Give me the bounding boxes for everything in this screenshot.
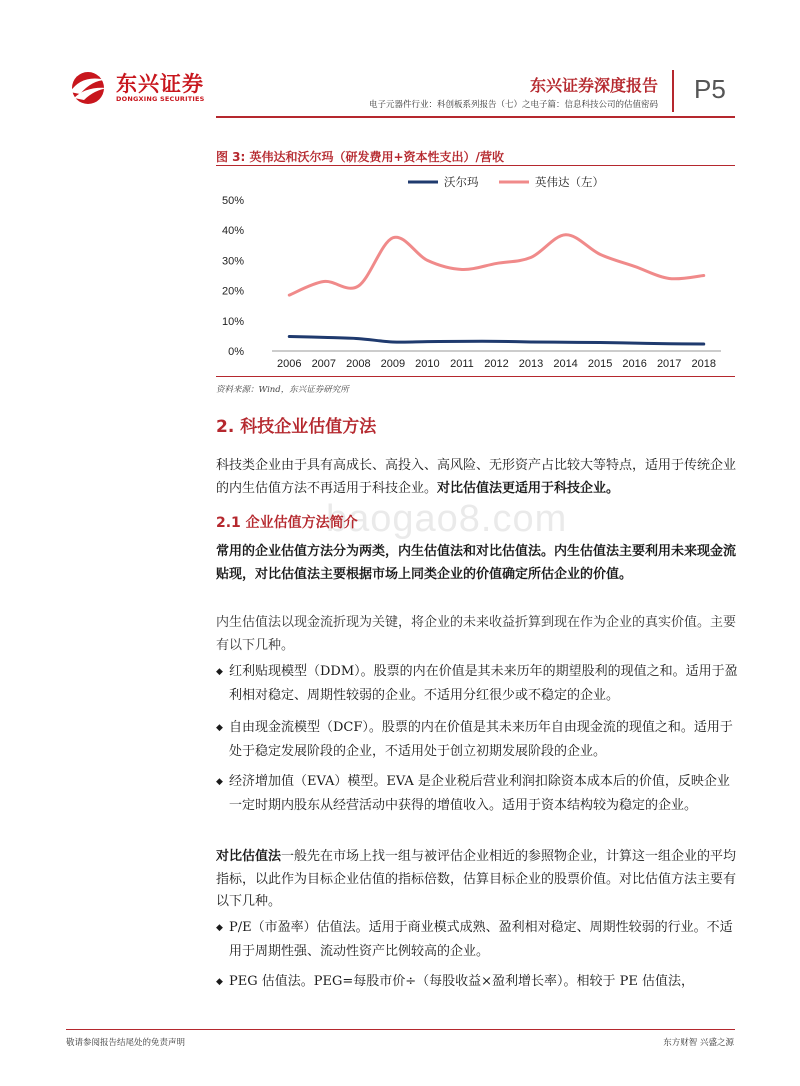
- logo-text-cn: 东兴证券: [116, 72, 204, 96]
- x-tick-label: 2017: [656, 358, 682, 370]
- y-tick-label: 40%: [221, 225, 244, 238]
- company-logo: [66, 66, 206, 110]
- x-tick-label: 2015: [587, 358, 613, 370]
- page-header: [0, 0, 800, 130]
- bullet-text: 红利贴现模型（DDM）。股票的内在价值是其未来历年的期望股利的现值之和。适用于盈利相对稳定、周期性较弱的企业。不适用分红很少或不稳定的企业。: [229, 664, 738, 703]
- x-tick-label: 2014: [553, 358, 578, 370]
- y-tick-label: 30%: [221, 255, 244, 268]
- series-line-1: [289, 235, 703, 295]
- bullet-text: PEG 估值法。PEG=每股市价÷（每股收益×盈利增长率）。相较于 PE 估值法，: [229, 974, 695, 989]
- bullet-ddm: [216, 660, 739, 708]
- series-line-0: [289, 337, 703, 345]
- intro-text: 科技类企业由于具有高成长、高投入、高风险、无形资产占比较大等特点，适用于传统企业的内生估值方法不再适用于科技企业。: [216, 458, 737, 496]
- y-tick-label: 50%: [221, 195, 244, 207]
- x-tick-label: 2018: [691, 358, 716, 370]
- bullet-dcf: [216, 716, 739, 764]
- bullet-diamond-icon: ◆: [216, 723, 223, 733]
- report-subtitle: 电子元器件行业：科创板系列报告（七）之电子篇：信息科技公司的估值密码: [368, 100, 658, 110]
- x-tick-label: 2010: [415, 358, 440, 370]
- footer-rule: [66, 1029, 735, 1030]
- figure-title: 图 3: 英伟达和沃尔玛（研发费用+资本性支出）/营收: [216, 150, 504, 164]
- bullet-eva: [216, 770, 739, 818]
- figure-source: 资料来源：Wind，东兴证券研究所: [216, 385, 349, 395]
- logo-text-en: DONGXING SECURITIES: [116, 95, 205, 103]
- methods-text-a: 常用的企业估值方法分为两类，: [216, 544, 399, 559]
- bullet-peg: [216, 970, 739, 994]
- header-rule: [216, 116, 735, 118]
- bullet-text: 自由现金流模型（DCF）。股票的内在价值是其未来历年自由现金流的现值之和。适用于处于稳定发展阶段的企业，不适用处于创立初期发展阶段的企业。: [229, 720, 733, 759]
- y-tick-label: 10%: [221, 315, 244, 328]
- y-tick-label: 0%: [228, 346, 244, 358]
- bullet-pe: [216, 916, 739, 964]
- watermark: baogao8.com: [326, 498, 568, 540]
- x-tick-label: 2013: [518, 358, 544, 370]
- report-title: 东兴证券深度报告: [529, 76, 658, 95]
- header-divider: [672, 70, 674, 112]
- section-heading: 2. 科技企业估值方法: [216, 417, 377, 437]
- page-number: P5: [694, 74, 726, 104]
- bullet-diamond-icon: ◆: [216, 923, 223, 933]
- bullet-text: P/E（市盈率）估值法。适用于商业模式成熟、盈利相对稳定、周期性较弱的行业。不适用于周期性强、流动性资产比例较高的企业。: [229, 920, 733, 959]
- subsection-heading: 2.1 企业估值方法简介: [216, 515, 358, 531]
- y-tick-label: 20%: [221, 285, 244, 298]
- logo-mark-icon: [66, 66, 110, 106]
- x-tick-label: 2011: [450, 358, 474, 370]
- intro-bold-text: 对比估值法更适用于科技企业。: [437, 480, 620, 496]
- bullet-diamond-icon: ◆: [216, 977, 223, 987]
- footer-disclaimer: 敬请参阅报告结尾处的免责声明: [66, 1038, 186, 1048]
- x-tick-label: 2007: [311, 358, 337, 370]
- paragraph-comparative: [216, 846, 739, 914]
- x-tick-label: 2009: [380, 358, 406, 370]
- figure-bottom-rule: [216, 376, 735, 377]
- x-tick-label: 2012: [484, 358, 509, 370]
- methods-text-b: 内生估值法和对比估值法。内生估值法主要利用未来现金流贴现，对比估值法主要根据市场上同类企业的价值确定所估企业的价值。: [216, 544, 737, 582]
- intro-paragraph: [216, 455, 739, 500]
- legend-label: 沃尔玛: [444, 175, 479, 189]
- line-chart: [216, 168, 735, 373]
- figure-title-rule: [216, 165, 735, 166]
- x-tick-label: 2016: [622, 358, 647, 370]
- comparative-bold-text: 对比估值法: [216, 849, 282, 864]
- x-tick-label: 2006: [277, 358, 302, 370]
- bullet-diamond-icon: ◆: [216, 667, 223, 677]
- footer-slogan: 东方财智 兴盛之源: [663, 1038, 734, 1048]
- bullet-text: 经济增加值（EVA）模型。EVA 是企业税后营业利润扣除资本成本后的价值，反映企业一定时期内股东从经营活动中获得的增值收入。适用于资本结构较为稳定的企业。: [229, 774, 730, 813]
- comparative-text: 一般先在市场上找一组与被评估企业相近的参照物企业，计算这一组企业的平均指标，以此作为目标企业估值的指标倍数，估算目标企业的股票价值。对比估值方法主要有以下几种。: [216, 849, 737, 909]
- paragraph-methods: [216, 541, 739, 586]
- bullet-diamond-icon: ◆: [216, 777, 223, 787]
- paragraph-intrinsic: 内生估值法以现金流折现为关键，将企业的未来收益折算到现在作为企业的真实价值。主要有以下几种。: [216, 615, 737, 653]
- legend-label: 英伟达（左）: [535, 175, 604, 189]
- x-tick-label: 2008: [346, 358, 371, 370]
